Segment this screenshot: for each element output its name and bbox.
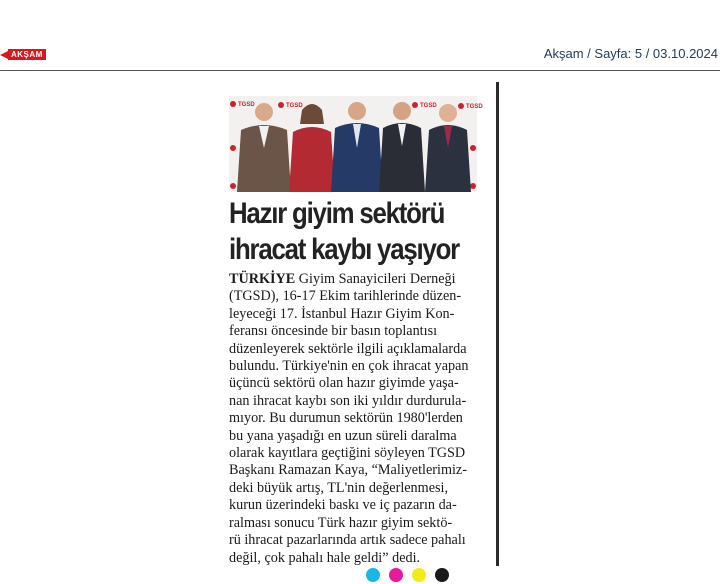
- body-line: (TGSD), 16-17 Ekim tarihlerinde düzen-: [229, 288, 462, 305]
- cyan-dot: [366, 568, 380, 582]
- body-line: değil, çok pahalı hale geldi” dedi.: [229, 549, 421, 566]
- body-line: düzenleyerek sektörle ilgili açıklamalarda: [229, 340, 467, 357]
- backdrop-logo: TGSD: [238, 102, 255, 108]
- logo-arrow-icon: [0, 51, 8, 59]
- headline-line: Hazır giyim sektörü: [229, 197, 445, 230]
- body-line: bu yana yaşadığı en uzun süreli daralma: [229, 427, 457, 444]
- body-line: Başkanı Ramazan Kaya, “Maliyetlerimiz-: [229, 462, 467, 479]
- body-line: kurun üzerindeki baskı ve iç pazarın da-: [229, 497, 457, 514]
- article-lead: TÜRKİYE: [229, 271, 296, 287]
- backdrop-logo: TGSD: [420, 103, 437, 109]
- body-line: mıyor. Bu durumun sektörün 1980'lerden: [229, 410, 463, 427]
- body-line: nan ihracat kaybı son iki yıldır durdurula-: [229, 392, 467, 409]
- column-rule: [496, 82, 499, 566]
- body-line: leyeceği 17. İstanbul Hazır Giyim Kon-: [229, 305, 455, 322]
- body-line: olarak kayıtlara geçtiğini söyleyen TGSD: [229, 445, 466, 462]
- body-line: feransı öncesinde bir basın toplantısı: [229, 323, 438, 340]
- body-line: üçüncü sektörü olan hazır giyimde yaşa-: [229, 375, 459, 392]
- body-line: deki büyük artış, TL'nin değerlenmesi,: [229, 479, 448, 496]
- yellow-dot: [412, 568, 426, 582]
- backdrop-logo: TGSD: [286, 103, 303, 109]
- headline-line: ihracat kaybı yaşıyor: [229, 233, 459, 266]
- body-line: ralması sonucu Türk hazır giyim sektö-: [229, 514, 453, 531]
- aksam-logo: [0, 49, 46, 60]
- article-headline: [229, 196, 459, 268]
- magenta-dot: [389, 568, 403, 582]
- source-line: Akşam / Sayfa: 5 / 03.10.2024: [543, 46, 718, 61]
- press-conference-photo: [229, 96, 483, 192]
- backdrop-logo: TGSD: [466, 104, 483, 110]
- print-registration-marks: [366, 568, 449, 582]
- black-dot: [435, 568, 449, 582]
- body-line: Giyim Sanayicileri Derneği: [298, 271, 456, 287]
- body-line: rü ihracat pazarlarında artık sadece pahalı: [229, 532, 466, 549]
- body-line: bulundu. Türkiye'nin en çok ihracat yapan: [229, 358, 469, 375]
- article-body: [229, 271, 489, 567]
- logo-text: AKŞAM: [8, 49, 46, 60]
